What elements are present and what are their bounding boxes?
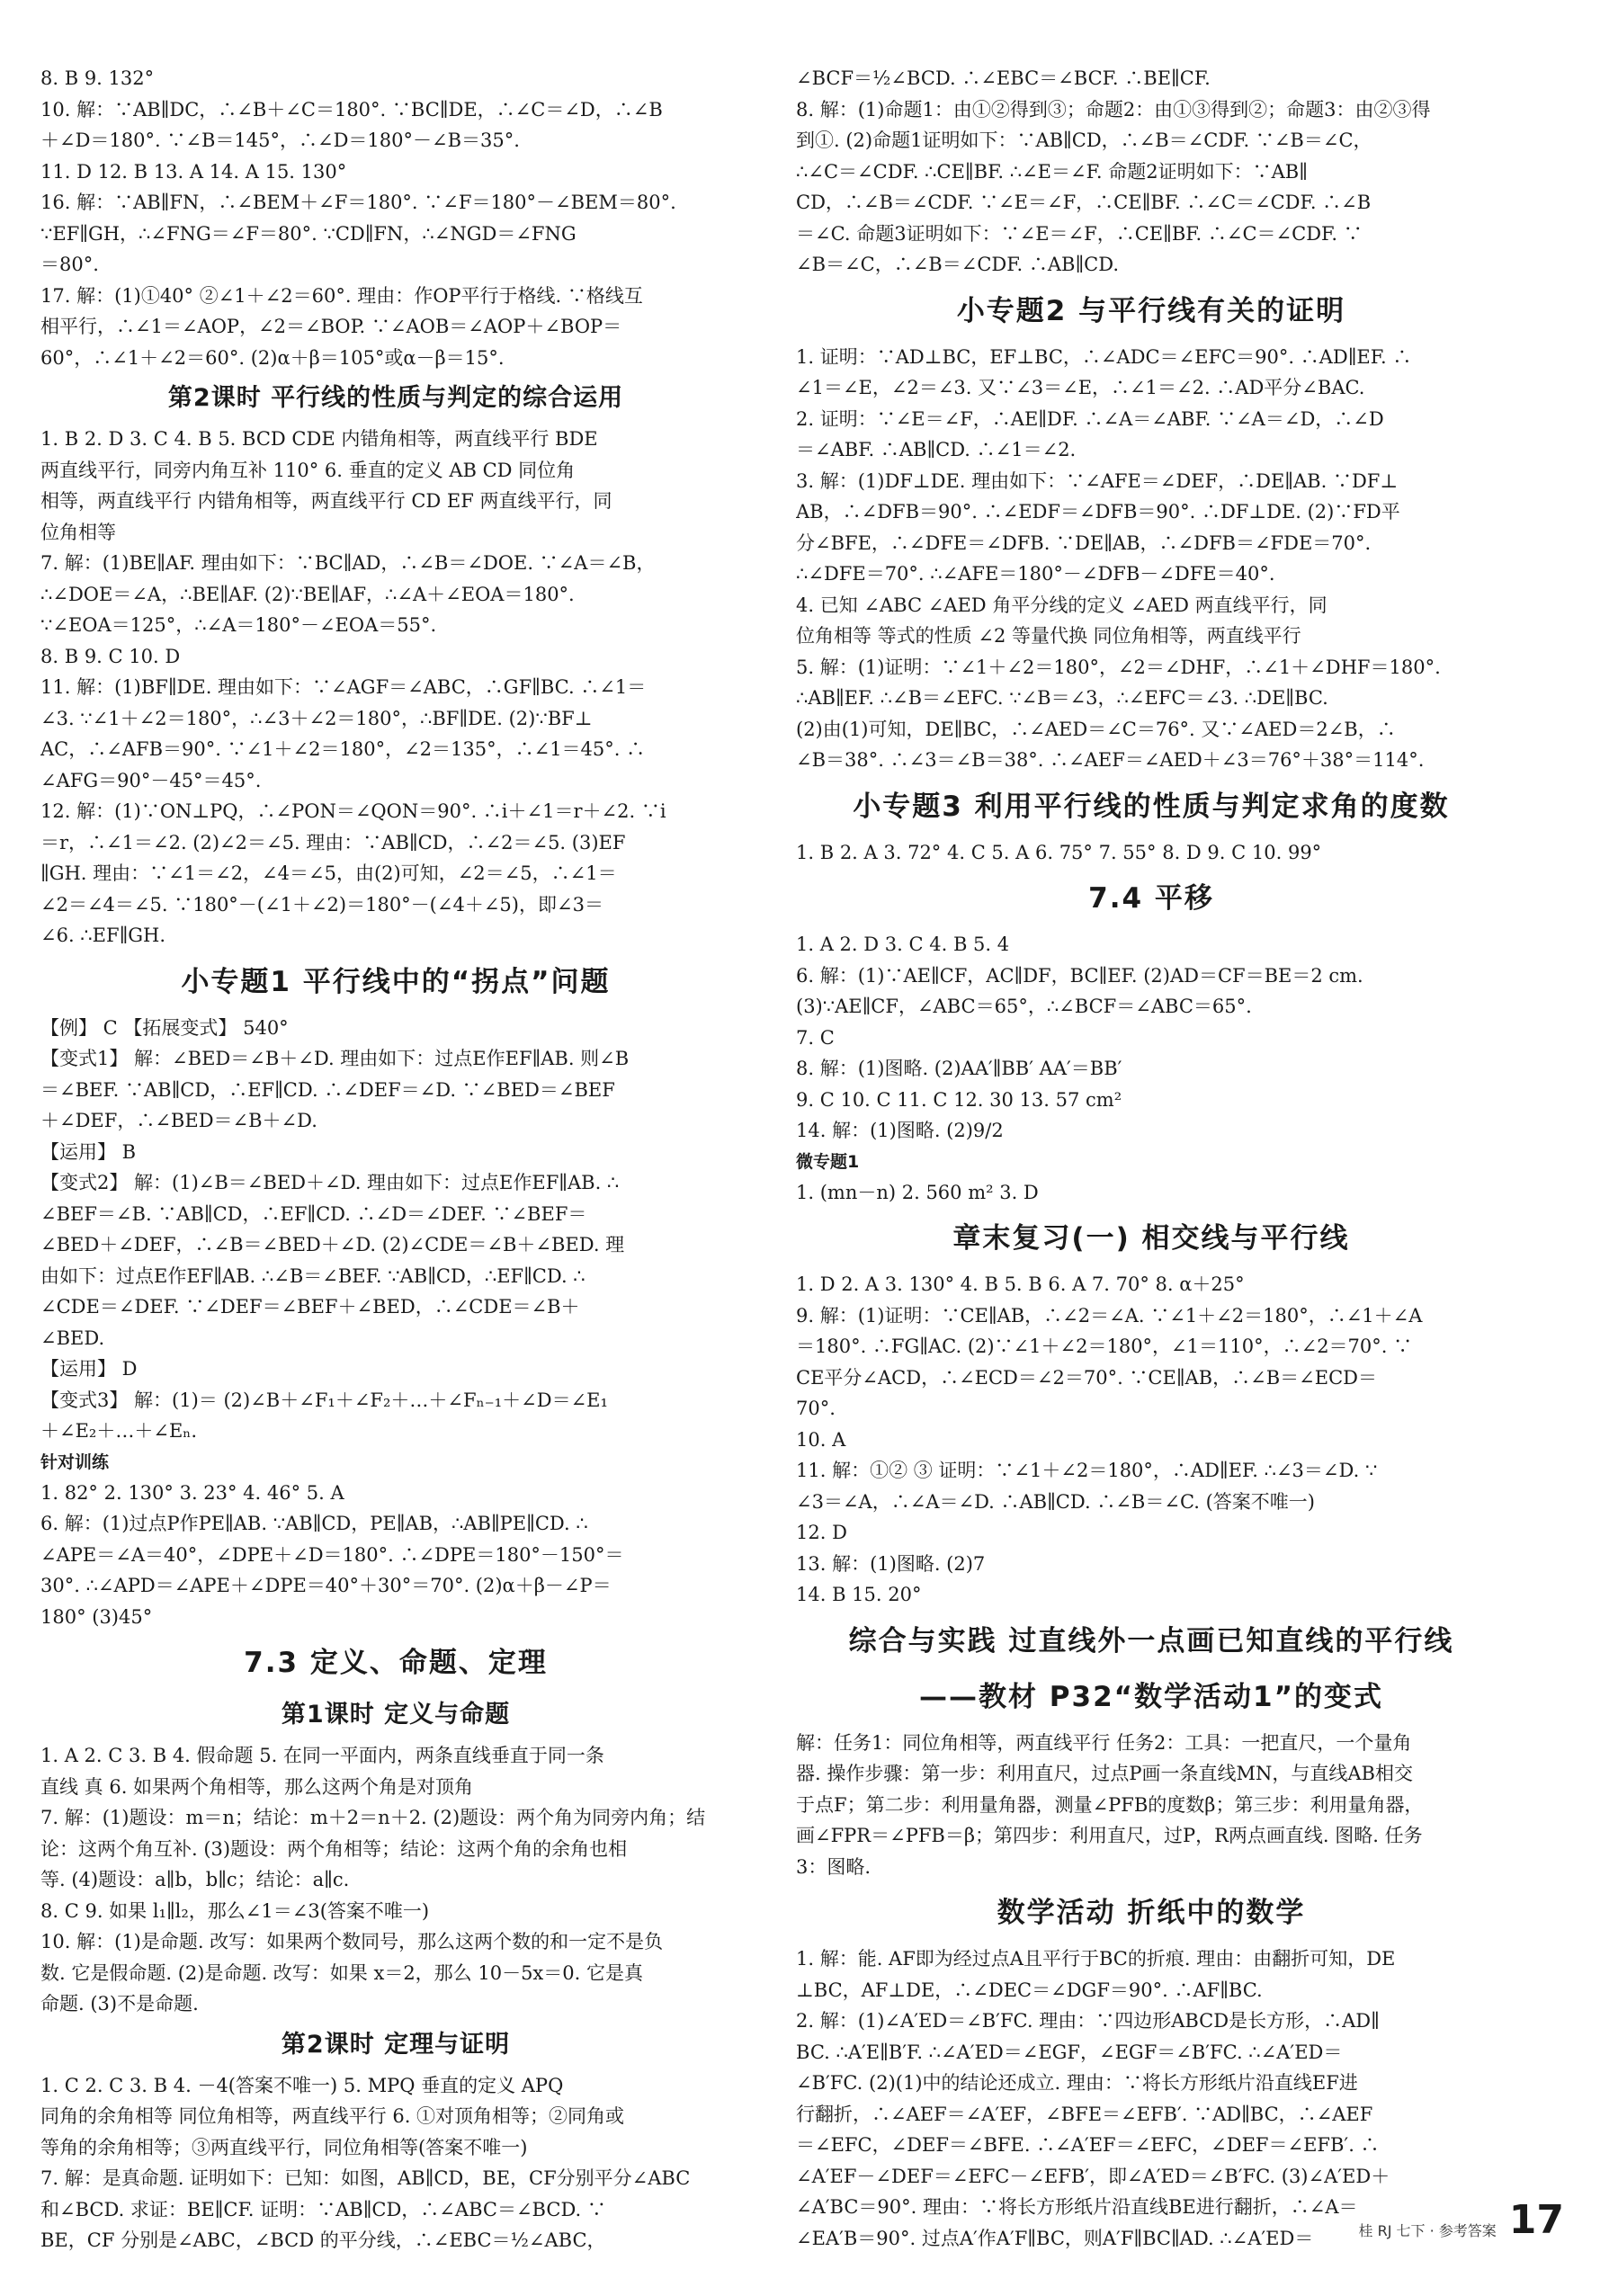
- answer-line: ∴AB∥EF. ∴∠B＝∠EFC. ∵∠B＝∠3，∴∠EFC＝∠3. ∴DE∥BC.: [796, 687, 1328, 709]
- small-heading: 针对训练: [40, 1452, 110, 1472]
- answer-line: 180° (3)45°: [40, 1605, 153, 1628]
- answer-line: 16. 解：∵AB∥FN，∴∠BEM＋∠F＝180°. ∵∠F＝180°－∠BEM＝80°.: [40, 192, 676, 213]
- answer-line: ＋∠D＝180°. ∵∠B＝145°，∴∠D＝180°－∠B＝35°.: [40, 130, 520, 151]
- answer-line: BE，CF 分别是∠ABC，∠BCD 的平分线，∴∠EBC＝½∠ABC，: [40, 2229, 606, 2251]
- answer-line: ＝80°.: [40, 254, 99, 275]
- answer-line: ∠A′BC＝90°. 理由：∵将长方形纸片沿直线BE进行翻折，∴∠A＝: [796, 2196, 1358, 2218]
- answer-line: 相等，两直线平行 内错角相等，两直线平行 CD EF 两直线平行，同: [40, 490, 612, 512]
- answer-line: 由如下：过点E作EF∥AB. ∴∠B＝∠BEF. ∵AB∥CD，∴EF∥CD. ∴: [40, 1264, 586, 1287]
- answer-line: BC. ∴A′E∥B′F. ∴∠A′ED＝∠EGF，∠EGF＝∠B′FC. ∴∠A′ED＝: [796, 2041, 1343, 2063]
- answer-line: 70°.: [796, 1398, 836, 1419]
- answer-line: 9. C 10. C 11. C 12. 30 13. 57 cm²: [796, 1088, 1122, 1111]
- answer-line: 6. 解：(1)过点P作PE∥AB. ∵AB∥CD，PE∥AB，∴AB∥PE∥CD. ∴: [40, 1513, 588, 1534]
- answer-line: AC，∴∠AFB＝90°. ∵∠1＋∠2＝180°，∠2＝135°，∴∠1＝45°. ∴: [40, 738, 646, 760]
- answer-line: 2. 解：(1)∠A′ED＝∠B′FC. 理由：∵四边形ABCD是长方形，∴AD∥: [796, 2010, 1380, 2032]
- answer-line: 器. 操作步骤：第一步：利用直尺，过点P画一条直线MN，与直线AB相交: [796, 1763, 1413, 1784]
- lesson-heading: 第2课时 定理与证明: [281, 2030, 511, 2059]
- answer-line: ＝∠ABF. ∴AB∥CD. ∴∠1＝∠2.: [796, 439, 1077, 460]
- answer-line: ＝∠BEF. ∵AB∥CD，∴EF∥CD. ∴∠DEF＝∠D. ∵∠BED＝∠BEF: [40, 1078, 615, 1101]
- answer-line: ∠AFG＝90°－45°＝45°.: [40, 769, 262, 791]
- lesson-heading: 第2课时 平行线的性质与判定的综合运用: [167, 384, 624, 412]
- page-footer: [1358, 2199, 1564, 2242]
- answer-line: 13. 解：(1)图略. (2)7: [796, 1552, 986, 1575]
- answer-line: 11. 解：(1)BF∥DE. 理由如下：∵∠AGF＝∠ABC，∴GF∥BC. ∴∠1＝: [40, 676, 647, 698]
- section-heading: 综合与实践 过直线外一点画已知直线的平行线: [848, 1624, 1454, 1657]
- answer-line: ∠BEF＝∠B. ∵AB∥CD，∴EF∥CD. ∴∠D＝∠DEF. ∵∠BEF＝: [40, 1202, 587, 1225]
- answer-line: 【变式3】 解：(1)＝ (2)∠B＋∠F₁＋∠F₂＋…＋∠Fₙ₋₁＋∠D＝∠E₁: [40, 1389, 608, 1411]
- answer-line: 10. 解：∵AB∥DC，∴∠B＋∠C＝180°. ∵BC∥DE，∴∠C＝∠D，∴∠B: [40, 98, 663, 121]
- answer-line: 分∠BFE，∴∠DFE＝∠DFB. ∵DE∥AB，∴∠DFB＝∠FDE＝70°.: [796, 532, 1372, 554]
- section-heading: ——教材 P32“数学活动1”的变式: [919, 1680, 1383, 1713]
- answer-line: 3. 解：(1)DF⊥DE. 理由如下：∵∠AFE＝∠DEF，∴DE∥AB. ∵DF⊥: [796, 469, 1399, 492]
- answer-line: ＝∠EFC，∠DEF＝∠BFE. ∴∠A′EF＝∠EFC，∠DEF＝∠EFB′. ∴: [796, 2134, 1380, 2156]
- answer-line: 1. D 2. A 3. 130° 4. B 5. B 6. A 7. 70° 8. α＋25°: [796, 1273, 1245, 1295]
- answer-line: ∴∠DFE＝70°. ∴∠AFE＝180°－∠DFB－∠DFE＝40°.: [796, 563, 1275, 585]
- left-column: [40, 63, 751, 2256]
- answer-line: 8. 解：(1)图略. (2)AA′∥BB′ AA′＝BB′: [796, 1058, 1122, 1079]
- section-heading: 数学活动 折纸中的数学: [997, 1897, 1306, 1929]
- answer-line: 12. 解：(1)∵ON⊥PQ，∴∠PON＝∠QON＝90°. ∴i＋∠1＝r＋∠2. ∵i: [40, 800, 666, 822]
- footer-text: 桂 RJ 七下 · 参考答案: [1358, 2222, 1497, 2239]
- answer-line: 11. D 12. B 13. A 14. A 15. 130°: [40, 160, 347, 183]
- answer-line: 6. 解：(1)∵AE∥CF，AC∥DF，BC∥EF. (2)AD＝CF＝BE＝2 cm.: [796, 964, 1363, 987]
- answer-line: ∠3. ∵∠1＋∠2＝180°，∴∠3＋∠2＝180°，∴BF∥DE. (2)∵BF⊥: [40, 707, 593, 729]
- answer-line: 7. 解：(1)BE∥AF. 理由如下：∵BC∥AD，∴∠B＝∠DOE. ∵∠A＝∠B，: [40, 552, 656, 574]
- answer-line: ∠A′EF－∠DEF＝∠EFC－∠EFB′，即∠A′ED＝∠B′FC. (3)∠A′ED＋: [796, 2165, 1390, 2187]
- answer-line: ∠3＝∠A，∴∠A＝∠D. ∴AB∥CD. ∴∠B＝∠C. (答案不唯一): [796, 1490, 1315, 1513]
- answer-line: CD，∴∠B＝∠CDF. ∵∠E＝∠F，∴CE∥BF. ∴∠C＝∠CDF. ∴∠B: [796, 192, 1372, 213]
- answer-line: ＝r，∴∠1＝∠2. (2)∠2＝∠5. 理由：∵AB∥CD，∴∠2＝∠5. (3)EF: [40, 831, 626, 853]
- answer-line: 2. 证明：∵∠E＝∠F，∴AE∥DF. ∴∠A＝∠ABF. ∵∠A＝∠D，∴∠D: [796, 407, 1384, 430]
- answer-line: ∠B′FC. (2)(1)中的结论还成立. 理由：∵将长方形纸片沿直线EF进: [796, 2072, 1358, 2094]
- answer-line: ＋∠E₂＋…＋∠Eₙ.: [40, 1420, 198, 1442]
- answer-line: 8. B 9. C 10. D: [40, 645, 181, 667]
- answer-line: 两直线平行，同旁内角互补 110° 6. 垂直的定义 AB CD 同位角: [40, 459, 576, 481]
- answer-line: 等角的余角相等；③两直线平行，同位角相等(答案不唯一): [40, 2136, 528, 2158]
- answer-line: 于点F；第二步：利用量角器，测量∠PFB的度数β；第三步：利用量角器，: [796, 1793, 1424, 1816]
- answer-line: CE平分∠ACD，∴∠ECD＝∠2＝70°. ∵CE∥AB，∴∠B＝∠ECD＝: [796, 1366, 1377, 1389]
- answer-line: ∴∠C＝∠CDF. ∴CE∥BF. ∴∠E＝∠F. 命题2证明如下：∵AB∥: [796, 160, 1308, 183]
- answer-line: 行翻折，∴∠AEF＝∠A′EF，∠BFE＝∠EFB′. ∵AD∥BC，∴∠AEF: [796, 2103, 1373, 2125]
- right-column: [796, 63, 1506, 2254]
- answer-line: 9. 解：(1)证明：∵CE∥AB，∴∠2＝∠A. ∵∠1＋∠2＝180°，∴∠1＋∠A: [796, 1304, 1423, 1327]
- answer-line: AB，∴∠DFB＝90°. ∴∠EDF＝∠DFB＝90°. ∴DF⊥DE. (2)∵FD平: [796, 501, 1400, 523]
- answer-line: ∠B＝38°. ∴∠3＝∠B＝38°. ∴∠AEF＝∠AED＋∠3＝76°＋38°＝114°.: [796, 749, 1425, 771]
- answer-line: 4. 已知 ∠ABC ∠AED 角平分线的定义 ∠AED 两直线平行，同: [796, 594, 1327, 616]
- answer-line: 17. 解：(1)①40° ②∠1＋∠2＝60°. 理由：作OP平行于格线. ∵格线互: [40, 284, 643, 307]
- answer-line: 1. 证明：∵AD⊥BC，EF⊥BC，∴∠ADC＝∠EFC＝90°. ∴AD∥EF. ∴: [796, 345, 1412, 368]
- answer-line: 1. A 2. D 3. C 4. B 5. 4: [796, 934, 1010, 955]
- answer-line: 8. 解：(1)命题1：由①②得到③；命题2：由①③得到②；命题3：由②③得: [796, 98, 1431, 121]
- answer-line: ∠1＝∠E，∠2＝∠3. 又∵∠3＝∠E，∴∠1＝∠2. ∴AD平分∠BAC.: [796, 377, 1365, 398]
- answer-line: 14. B 15. 20°: [796, 1584, 922, 1605]
- answer-line: 11. 解：①② ③ 证明：∵∠1＋∠2＝180°，∴AD∥EF. ∴∠3＝∠D. ∵: [796, 1460, 1378, 1481]
- answer-line: 数. 它是假命题. (2)是命题. 改写：如果 x＝2，那么 10－5x＝0. 它是真: [40, 1961, 643, 1984]
- answer-line: 【例】 C 【拓展变式】 540°: [40, 1016, 289, 1039]
- answer-line: ⊥BC，AF⊥DE，∴∠DEC＝∠DGF＝90°. ∴AF∥BC.: [796, 1979, 1263, 2001]
- answer-line: 7. 解：是真命题. 证明如下：已知：如图，AB∥CD，BE，CF分别平分∠ABC: [40, 2167, 691, 2189]
- answer-line: 30°. ∴∠APD＝∠APE＋∠DPE＝40°＋30°＝70°. (2)α＋β－∠P＝: [40, 1575, 612, 1596]
- answer-line: 相平行，∴∠1＝∠AOP，∠2＝∠BOP. ∵∠AOB＝∠AOP＋∠BOP＝: [40, 316, 622, 337]
- section-heading: 小专题3 利用平行线的性质与判定求角的度数: [853, 790, 1450, 823]
- answer-line: ∠BCF＝½∠BCD. ∴∠EBC＝∠BCF. ∴BE∥CF.: [796, 67, 1211, 89]
- answer-line: ＝∠C. 命题3证明如下：∵∠E＝∠F，∴CE∥BF. ∴∠C＝∠CDF. ∵: [796, 222, 1363, 245]
- answer-line: ∠CDE＝∠DEF. ∵∠DEF＝∠BEF＋∠BED，∴∠CDE＝∠B＋: [40, 1296, 580, 1318]
- answer-line: 解：任务1：同位角相等，两直线平行 任务2：工具：一把直尺，一个量角: [796, 1731, 1412, 1754]
- answer-line: 8. B 9. 132°: [40, 67, 155, 89]
- answer-line: 1. 解：能. AF即为经过点A且平行于BC的折痕. 理由：由翻折可知，DE: [796, 1948, 1396, 1970]
- page-number: 17: [1508, 2197, 1564, 2243]
- answer-line: ∠B＝∠C，∴∠B＝∠CDF. ∴AB∥CD.: [796, 254, 1119, 275]
- answer-line: ∠EA′B＝90°. 过点A′作A′F∥BC，则A′F∥BC∥AD. ∴∠A′ED＝: [796, 2227, 1314, 2249]
- answer-line: 10. A: [796, 1428, 846, 1451]
- answer-line: 1. C 2. C 3. B 4. －4(答案不唯一) 5. MPQ 垂直的定义 APQ: [40, 2074, 564, 2096]
- answer-line: 12. D: [796, 1522, 847, 1543]
- answer-line: 1. B 2. D 3. C 4. B 5. BCD CDE 内错角相等，两直线平行 BDE: [40, 428, 598, 450]
- answer-line: 论：这两个角互补. (3)题设：两个角相等；结论：这两个角的余角也相: [40, 1837, 628, 1860]
- answer-line: 等. (4)题设：a∥b，b∥c；结论：a∥c.: [40, 1869, 350, 1890]
- section-heading: 7.4 平移: [1088, 882, 1214, 915]
- answer-line: 7. 解：(1)题设：m＝n；结论：m＋2＝n＋2. (2)题设：两个角为同旁内角；结: [40, 1807, 706, 1828]
- answer-line: ∠BED.: [40, 1327, 105, 1349]
- lesson-heading: 第1课时 定义与命题: [281, 1701, 511, 1729]
- answer-line: ＋∠DEF，∴∠BED＝∠B＋∠D.: [40, 1110, 317, 1131]
- answer-line: ＝180°. ∴FG∥AC. (2)∵∠1＋∠2＝180°，∠1＝110°，∴∠2＝70°. ∵: [796, 1336, 1413, 1357]
- answer-line: ∠APE＝∠A＝40°，∠DPE＋∠D＝180°. ∴∠DPE＝180°－150°＝: [40, 1543, 624, 1566]
- answer-line: (3)∵AE∥CF，∠ABC＝65°，∴∠BCF＝∠ABC＝65°.: [796, 996, 1252, 1017]
- answer-line: 【运用】 D: [40, 1358, 138, 1380]
- answer-line: 1. A 2. C 3. B 4. 假命题 5. 在同一平面内，两条直线垂直于同一条: [40, 1745, 604, 1766]
- answer-line: 画∠FPR＝∠PFB＝β；第四步：利用直尺，过P，R两点画直线. 图略. 任务: [796, 1825, 1423, 1846]
- answer-line: 位角相等: [40, 521, 116, 543]
- answer-line: ∥GH. 理由：∵∠1＝∠2，∠4＝∠5，由(2)可知，∠2＝∠5，∴∠1＝: [40, 862, 617, 884]
- answer-line: 14. 解：(1)图略. (2)9/2: [796, 1120, 1004, 1141]
- answer-line: 直线 真 6. 如果两个角相等，那么这两个角是对顶角: [40, 1775, 474, 1798]
- answer-line: 位角相等 等式的性质 ∠2 等量代换 同位角相等，两直线平行: [796, 625, 1301, 647]
- answer-line: 3：图略.: [796, 1855, 872, 1878]
- section-heading: 小专题1 平行线中的“拐点”问题: [181, 965, 611, 998]
- section-heading: 章末复习(一) 相交线与平行线: [952, 1222, 1350, 1255]
- answer-line: 命题. (3)不是命题.: [40, 1993, 199, 2015]
- answer-line: 5. 解：(1)证明：∵∠1＋∠2＝180°，∠2＝∠DHF，∴∠1＋∠DHF＝180°.: [796, 656, 1441, 678]
- answer-line: 1. 82° 2. 130° 3. 23° 4. 46° 5. A: [40, 1481, 344, 1504]
- answer-line: 7. C: [796, 1026, 835, 1049]
- answer-line: 同角的余角相等 同位角相等，两直线平行 6. ①对顶角相等；②同角或: [40, 2105, 625, 2127]
- answer-line: 和∠BCD. 求证：BE∥CF. 证明：∵AB∥CD，∴∠ABC＝∠BCD. ∵: [40, 2198, 606, 2220]
- answer-line: ∵∠EOA＝125°，∴∠A＝180°－∠EOA＝55°.: [40, 614, 437, 636]
- small-heading: 微专题1: [796, 1151, 860, 1172]
- answer-line: ∠2＝∠4＝∠5. ∵180°－(∠1＋∠2)＝180°－(∠4＋∠5)，即∠3＝: [40, 893, 603, 916]
- section-heading: 7.3 定义、命题、定理: [244, 1647, 548, 1679]
- answer-line: 【变式1】 解：∠BED＝∠B＋∠D. 理由如下：过点E作EF∥AB. 则∠B: [40, 1048, 630, 1069]
- answer-line: 10. 解：(1)是命题. 改写：如果两个数同号，那么这两个数的和一定不是负: [40, 1931, 664, 1952]
- answer-line: 8. C 9. 如果 l₁∥l₂，那么∠1＝∠3(答案不唯一): [40, 1899, 430, 1922]
- answer-line: ∠BED＋∠DEF，∴∠B＝∠BED＋∠D. (2)∠CDE＝∠B＋∠BED. 理: [40, 1234, 625, 1255]
- answer-line: 1. (mn－n) 2. 560 m² 3. D: [796, 1181, 1039, 1203]
- answer-line: ∠6. ∴EF∥GH.: [40, 925, 166, 946]
- answer-line: 1. B 2. A 3. 72° 4. C 5. A 6. 75° 7. 55° 8. D 9. C 10. 99°: [796, 841, 1322, 863]
- section-heading: 小专题2 与平行线有关的证明: [956, 294, 1346, 327]
- answer-line: (2)由(1)可知，DE∥BC，∴∠AED＝∠C＝76°. 又∵∠AED＝2∠B，∴: [796, 718, 1396, 740]
- answer-line: 【变式2】 解：(1)∠B＝∠BED＋∠D. 理由如下：过点E作EF∥AB. ∴: [40, 1172, 620, 1193]
- answer-line: ∵EF∥GH，∴∠FNG＝∠F＝80°. ∵CD∥FN，∴∠NGD＝∠FNG: [40, 222, 577, 245]
- answer-line: 到①. (2)命题1证明如下：∵AB∥CD，∴∠B＝∠CDF. ∵∠B＝∠C，: [796, 130, 1372, 151]
- answer-line: 【运用】 B: [40, 1140, 137, 1163]
- answer-line: 60°，∴∠1＋∠2＝60°. (2)α＋β＝105°或α－β＝15°.: [40, 346, 505, 369]
- answer-line: ∴∠DOE＝∠A，∴BE∥AF. (2)∵BE∥AF，∴∠A＋∠EOA＝180°.: [40, 583, 575, 605]
